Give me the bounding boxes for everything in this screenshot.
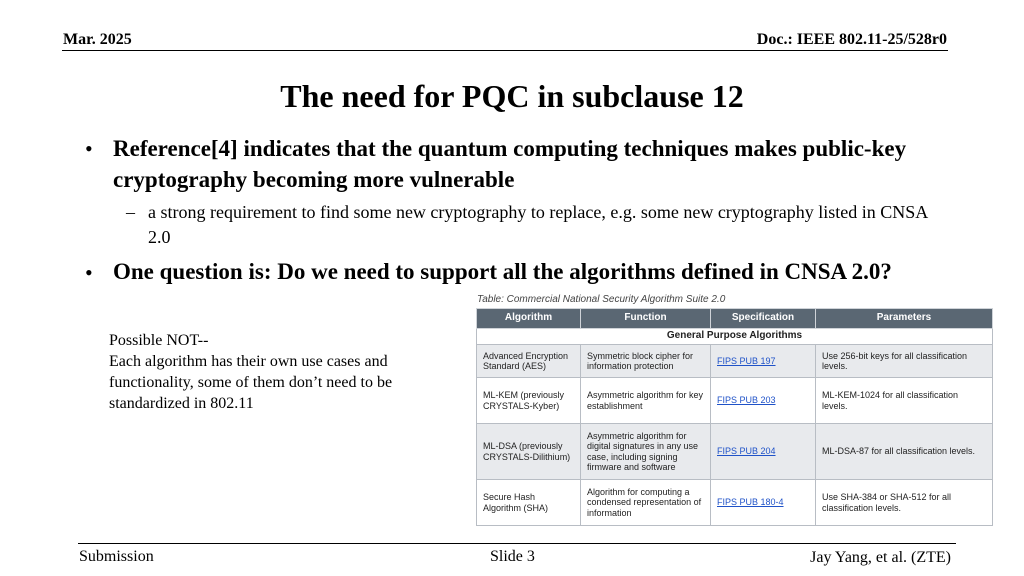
cell-specification — [711, 424, 816, 480]
spec-link[interactable]: FIPS PUB 180-4 — [717, 497, 784, 508]
column-header-algorithm: Algorithm — [477, 309, 581, 329]
cell-function: Asymmetric algorithm for digital signatures in any use case, including signing firmware and software — [581, 424, 711, 480]
cell-function: Asymmetric algorithm for key establishment — [581, 378, 711, 424]
cell-specification — [711, 378, 816, 424]
cell-algorithm: ML-KEM (previously CRYSTALS-Kyber) — [477, 378, 581, 424]
bullet-reference: Reference[4] indicates that the quantum computing techniques makes public-key cryptography becoming more vulnerable — [113, 136, 907, 192]
note-line: functionality, some of them don’t need to be — [109, 374, 393, 391]
sub-bullet-requirement: a strong requirement to find some new cryptography to replace, e.g. some new cryptography listed in CNSA 2.0 — [148, 202, 928, 247]
table-row — [477, 378, 993, 424]
cell-function: Symmetric block cipher for information protection — [581, 345, 711, 378]
section-label: General Purpose Algorithms — [477, 329, 993, 345]
header-date: Mar. 2025 — [63, 31, 132, 48]
table-section-row — [477, 329, 993, 345]
spec-link[interactable]: FIPS PUB 204 — [717, 446, 776, 457]
cell-algorithm: ML-DSA (previously CRYSTALS-Dilithium) — [477, 424, 581, 480]
table-row — [477, 480, 993, 526]
column-header-specification: Specification — [711, 309, 816, 329]
column-header-parameters: Parameters — [816, 309, 993, 329]
table-caption: Table: Commercial National Security Algorithm Suite 2.0 — [477, 294, 726, 305]
cell-algorithm: Advanced Encryption Standard (AES) — [477, 345, 581, 378]
spec-link[interactable]: FIPS PUB 203 — [717, 395, 776, 406]
header-divider — [62, 50, 948, 51]
bullet-question: One question is: Do we need to support all the algorithms defined in CNSA 2.0? — [113, 259, 892, 284]
cell-algorithm: Secure Hash Algorithm (SHA) — [477, 480, 581, 526]
table-header-row — [477, 309, 993, 329]
cell-parameters: ML-DSA-87 for all classification levels. — [816, 424, 993, 480]
sub-bullet-marker: – — [126, 202, 135, 222]
cnsa-algorithm-table — [476, 308, 993, 526]
footer-divider — [78, 543, 956, 544]
bullet-marker: • — [85, 136, 93, 161]
header-document-id: Doc.: IEEE 802.11-25/528r0 — [756, 31, 947, 48]
note-line: standardized in 802.11 — [109, 395, 254, 412]
cell-parameters: ML-KEM-1024 for all classification levels. — [816, 378, 993, 424]
cell-parameters: Use 256-bit keys for all classification levels. — [816, 345, 993, 378]
cell-parameters: Use SHA-384 or SHA-512 for all classification levels. — [816, 480, 993, 526]
cell-specification — [711, 480, 816, 526]
footer-slide-number: Slide 3 — [490, 548, 535, 565]
footer-authors: Jay Yang, et al. (ZTE) — [810, 549, 951, 566]
slide-title: The need for PQC in subclause 12 — [280, 78, 744, 114]
column-header-function: Function — [581, 309, 711, 329]
note-line: Each algorithm has their own use cases and — [109, 353, 388, 370]
footer-submission: Submission — [79, 548, 154, 565]
table-row — [477, 424, 993, 480]
cell-specification — [711, 345, 816, 378]
note-line: Possible NOT-- — [109, 332, 209, 349]
side-note — [109, 330, 469, 414]
cell-function: Algorithm for computing a condensed representation of information — [581, 480, 711, 526]
spec-link[interactable]: FIPS PUB 197 — [717, 355, 776, 366]
table-row — [477, 345, 993, 378]
bullet-marker: • — [85, 260, 93, 285]
